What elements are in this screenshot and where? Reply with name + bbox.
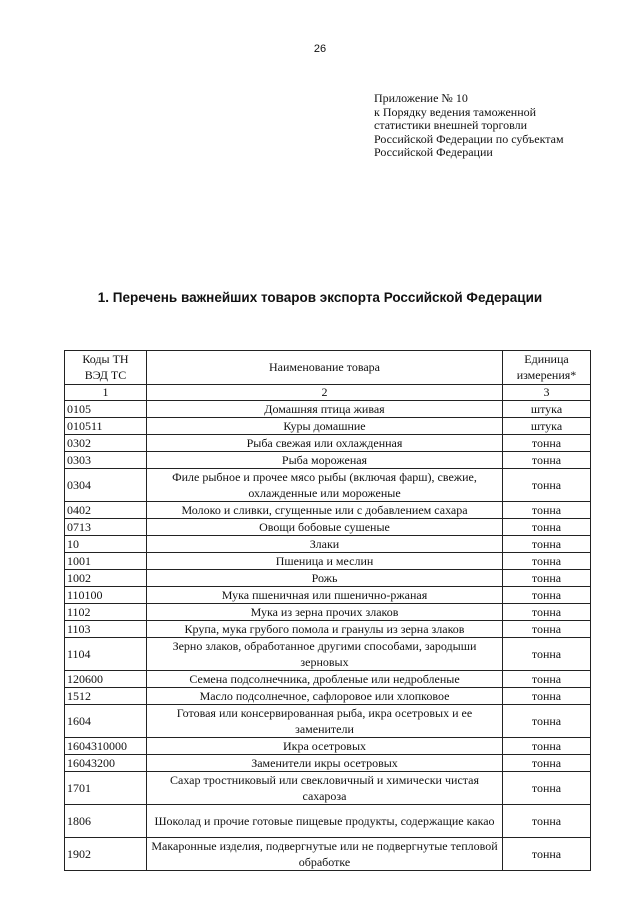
table-row: [65, 452, 591, 469]
unit-cell: тонна: [503, 671, 591, 688]
unit-cell: тонна: [503, 587, 591, 604]
table-row: [65, 519, 591, 536]
table-header-row: [65, 351, 591, 385]
table-row: [65, 688, 591, 705]
table-row: [65, 805, 591, 838]
code-cell: 0303: [65, 452, 147, 469]
unit-cell: тонна: [503, 688, 591, 705]
appendix-line: Российской Федерации по субъектам: [374, 131, 564, 146]
name-cell: Рыба мороженая: [147, 452, 503, 469]
table-row: [65, 469, 591, 502]
appendix-line: Российской Федерации: [374, 145, 493, 160]
code-cell: 1001: [65, 553, 147, 570]
code-cell: 1512: [65, 688, 147, 705]
code-cell: 1902: [65, 838, 147, 871]
table-row: [65, 570, 591, 587]
name-cell: Шоколад и прочие готовые пищевые продукты, содержащие какао: [147, 805, 503, 838]
name-cell: Икра осетровых: [147, 738, 503, 755]
column-number: 3: [503, 385, 591, 401]
unit-cell: тонна: [503, 570, 591, 587]
name-cell: Молоко и сливки, сгущенные или с добавлением сахара: [147, 502, 503, 519]
table-row: [65, 705, 591, 738]
unit-cell: тонна: [503, 452, 591, 469]
name-cell: Сахар тростниковый или свекловичный и химически чистая сахароза: [147, 772, 503, 805]
header-name: Наименование товара: [147, 351, 503, 385]
table-row: [65, 418, 591, 435]
unit-cell: тонна: [503, 755, 591, 772]
code-cell: 1104: [65, 638, 147, 671]
unit-cell: тонна: [503, 838, 591, 871]
name-cell: Рыба свежая или охлажденная: [147, 435, 503, 452]
unit-cell: тонна: [503, 502, 591, 519]
name-cell: Готовая или консервированная рыба, икра осетровых и ее заменители: [147, 705, 503, 738]
table-row: [65, 838, 591, 871]
code-cell: 0713: [65, 519, 147, 536]
export-goods-table: [64, 350, 591, 871]
table-row: [65, 671, 591, 688]
header-code: Коды ТН ВЭД ТС: [65, 351, 147, 385]
code-cell: 10: [65, 536, 147, 553]
name-cell: Масло подсолнечное, сафлоровое или хлопковое: [147, 688, 503, 705]
table-row: [65, 536, 591, 553]
unit-cell: тонна: [503, 638, 591, 671]
name-cell: Мука из зерна прочих злаков: [147, 604, 503, 621]
code-cell: 0105: [65, 401, 147, 418]
name-cell: Рожь: [147, 570, 503, 587]
unit-cell: тонна: [503, 705, 591, 738]
name-cell: Пшеница и меслин: [147, 553, 503, 570]
table-row: [65, 604, 591, 621]
code-cell: 110100: [65, 587, 147, 604]
name-cell: Овощи бобовые сушеные: [147, 519, 503, 536]
unit-cell: тонна: [503, 805, 591, 838]
table-row: [65, 553, 591, 570]
code-cell: 010511: [65, 418, 147, 435]
code-cell: 0402: [65, 502, 147, 519]
table-row: [65, 621, 591, 638]
table-row: [65, 587, 591, 604]
code-cell: 1604310000: [65, 738, 147, 755]
code-cell: 1604: [65, 705, 147, 738]
code-cell: 1701: [65, 772, 147, 805]
name-cell: Заменители икры осетровых: [147, 755, 503, 772]
unit-cell: тонна: [503, 604, 591, 621]
name-cell: Семена подсолнечника, дробленые или недробленые: [147, 671, 503, 688]
unit-cell: штука: [503, 418, 591, 435]
name-cell: Куры домашние: [147, 418, 503, 435]
column-number-row: [65, 385, 591, 401]
code-cell: 1103: [65, 621, 147, 638]
table-row: [65, 502, 591, 519]
name-cell: Макаронные изделия, подвергнутые или не подвергнутые тепловой обработке: [147, 838, 503, 871]
name-cell: Крупа, мука грубого помола и гранулы из зерна злаков: [147, 621, 503, 638]
name-cell: Домашняя птица живая: [147, 401, 503, 418]
appendix-line: к Порядку ведения таможенной: [374, 104, 537, 119]
table-row: [65, 738, 591, 755]
table-row: [65, 755, 591, 772]
unit-cell: тонна: [503, 621, 591, 638]
document-title: 1. Перечень важнейших товаров экспорта Российской Федерации: [97, 290, 543, 305]
appendix-line: Приложение № 10: [374, 91, 468, 105]
page-number: 26: [313, 43, 327, 55]
code-cell: 1002: [65, 570, 147, 587]
unit-cell: тонна: [503, 738, 591, 755]
name-cell: Мука пшеничная или пшенично-ржаная: [147, 587, 503, 604]
appendix-note: [374, 92, 624, 160]
code-cell: 0302: [65, 435, 147, 452]
unit-cell: тонна: [503, 435, 591, 452]
header-unit: Единица измерения*: [503, 351, 591, 385]
unit-cell: тонна: [503, 772, 591, 805]
name-cell: Филе рыбное и прочее мясо рыбы (включая фарш), свежие, охлажденные или мороженые: [147, 469, 503, 502]
table-row: [65, 401, 591, 418]
code-cell: 0304: [65, 469, 147, 502]
appendix-line: статистики внешней торговли: [374, 118, 528, 133]
unit-cell: тонна: [503, 536, 591, 553]
table-row: [65, 435, 591, 452]
name-cell: Зерно злаков, обработанное другими способами, зародыши зерновых: [147, 638, 503, 671]
table-row: [65, 772, 591, 805]
column-number: 1: [65, 385, 147, 401]
code-cell: 1102: [65, 604, 147, 621]
code-cell: 1806: [65, 805, 147, 838]
code-cell: 16043200: [65, 755, 147, 772]
unit-cell: тонна: [503, 469, 591, 502]
name-cell: Злаки: [147, 536, 503, 553]
column-number: 2: [147, 385, 503, 401]
unit-cell: тонна: [503, 553, 591, 570]
unit-cell: штука: [503, 401, 591, 418]
table-row: [65, 638, 591, 671]
code-cell: 120600: [65, 671, 147, 688]
unit-cell: тонна: [503, 519, 591, 536]
